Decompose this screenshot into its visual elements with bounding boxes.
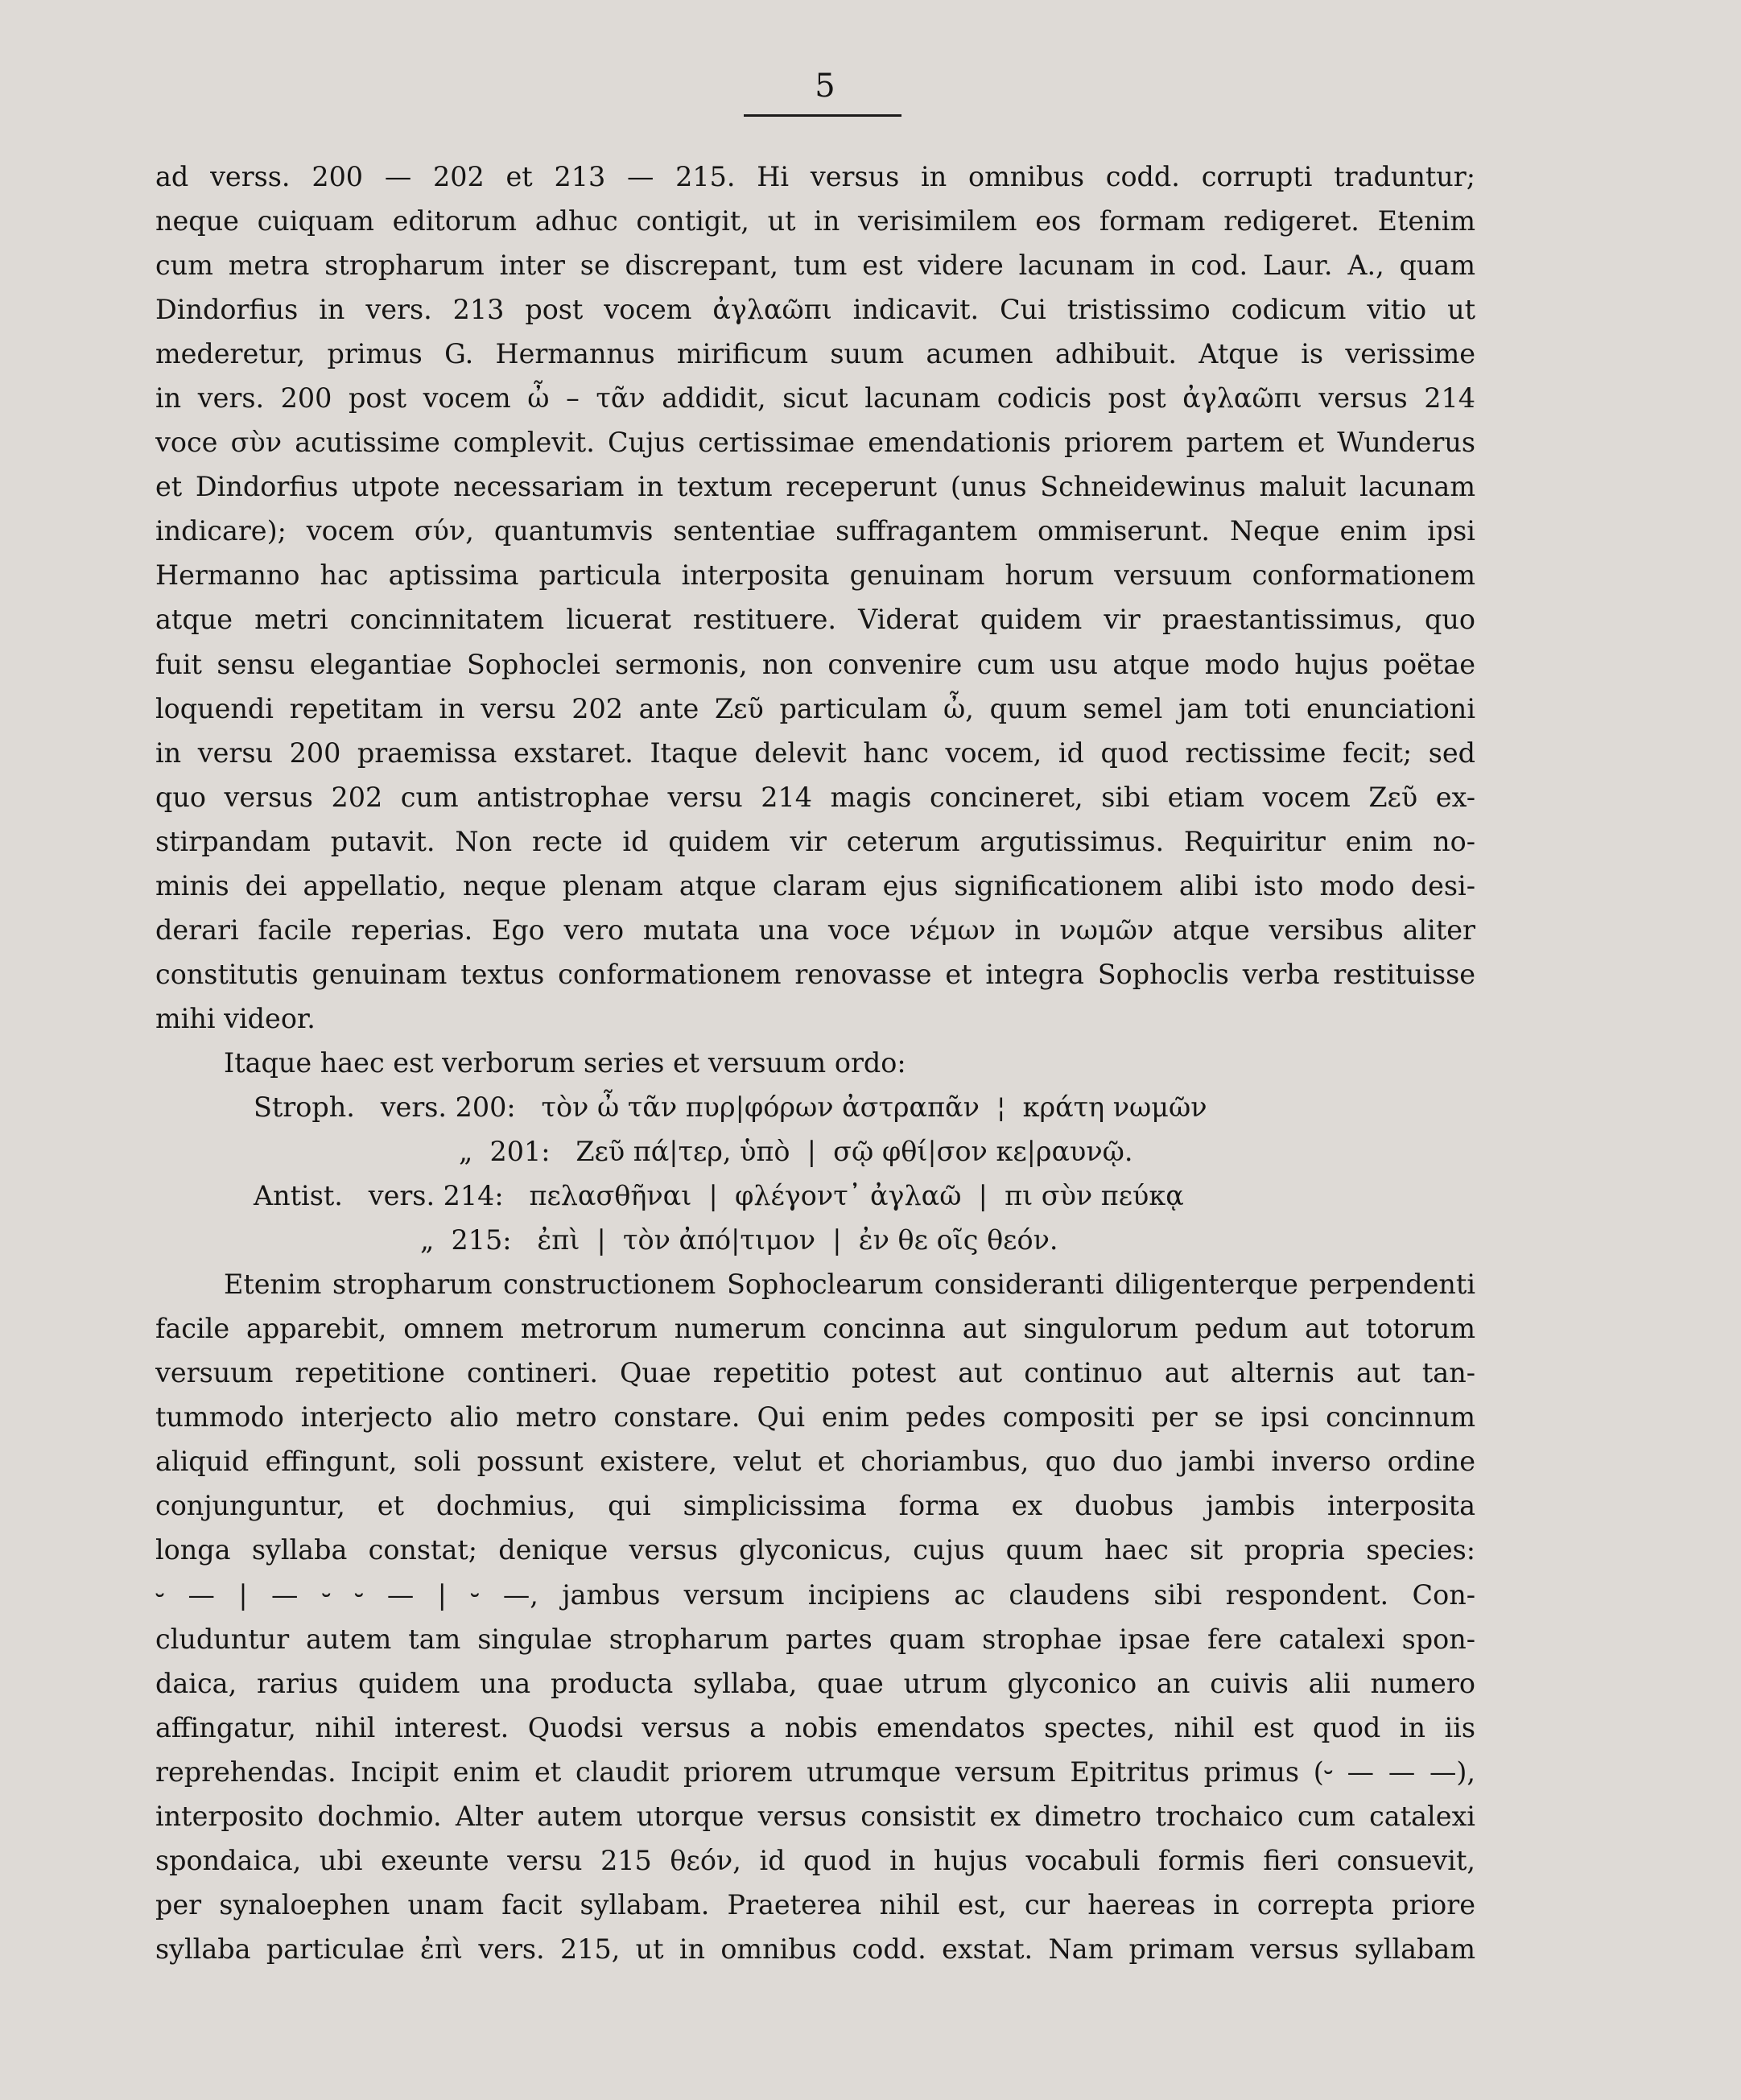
verse-line: Stroph. vers. 200: τὸν ὦ τᾶν πυρ|φόρων ἀστραπᾶν ¦ κράτη νωμῶν: [254, 1091, 1207, 1123]
text-line: loquendi repetitam in versu 202 ante Ζεῦ particulam ὦ, quum semel jam toti enunciationi: [155, 692, 1475, 724]
verse-line: Antist. vers. 214: πελασθῆναι | φλέγοντ᾽ ἀγλαῶ | πι σὺν πεύκᾳ: [254, 1180, 1184, 1212]
page-number: 5: [815, 68, 835, 105]
text-line: atque metri concinnitatem licuerat restituere. Viderat quidem vir praestantissimus, quo: [155, 604, 1475, 636]
text-line: voce σὺν acutissime complevit. Cujus certissimae emendationis priorem partem et Wunderus: [155, 427, 1475, 459]
text-line: ⏑ — | — ⏑ ⏑ — | ⏑ —, jambus versum incipiens ac claudens sibi respondent. Con-: [155, 1578, 1475, 1611]
text-line: versuum repetitione contineri. Quae repetitio potest aut continuo aut alternis aut tan-: [155, 1357, 1475, 1389]
text-line: cum metra stropharum inter se discrepant, tum est videre lacunam in cod. Laur. A., quam: [155, 250, 1475, 282]
text-line: interposito dochmio. Alter autem utorque versus consistit ex dimetro trochaico cum catalexi: [155, 1800, 1475, 1832]
verse-line: „ 201: Ζεῦ πά|τερ, ὑπὸ | σῷ φθί|σον κε|ραυνῷ.: [459, 1136, 1133, 1168]
text-line: Etenim stropharum constructionem Sophoclearum consideranti diligenterque perpendenti: [224, 1269, 1475, 1301]
text-line: et Dindorfius utpote necessariam in textum receperunt (unus Schneidewinus maluit lacunam: [155, 471, 1475, 503]
text-line: constitutis genuinam textus conformationem renovasse et integra Sophoclis verba restituisse: [155, 958, 1475, 990]
text-line: facile apparebit, omnem metrorum numerum concinna aut singulorum pedum aut totorum: [155, 1313, 1475, 1345]
text-line: Itaque haec est verborum series et versuum ordo:: [224, 1046, 906, 1079]
page-number-rule: [744, 114, 901, 117]
text-line: quo versus 202 cum antistrophae versu 214 magis concineret, sibi etiam vocem Ζεῦ ex-: [155, 781, 1475, 813]
text-line: tummodo interjecto alio metro constare. Qui enim pedes compositi per se ipsi concinnum: [155, 1401, 1475, 1434]
text-line: syllaba particulae ἐπὶ vers. 215, ut in omnibus codd. exstat. Nam primam versus syllabam: [155, 1933, 1475, 1965]
text-line: longa syllaba constat; denique versus glyconicus, cujus quum haec sit propria species:: [155, 1534, 1475, 1566]
text-line: Hermanno hac aptissima particula interposita genuinam horum versuum conformationem: [155, 559, 1475, 592]
text-line: in versu 200 praemissa exstaret. Itaque delevit hanc vocem, id quod rectissime fecit; sed: [155, 736, 1475, 769]
text-line: aliquid effingunt, soli possunt existere, velut et choriambus, quo duo jambi inverso ordine: [155, 1446, 1475, 1478]
body-text: [155, 155, 1475, 1971]
text-line: stirpandam putavit. Non recte id quidem vir ceterum argutissimus. Requiritur enim no-: [155, 825, 1475, 857]
text-line: daica, rarius quidem una producta syllaba, quae utrum glyconico an cuivis alii numero: [155, 1667, 1475, 1699]
text-line: spondaica, ubi exeunte versu 215 θεόν, id quod in hujus vocabuli formis fieri consuevit,: [155, 1844, 1475, 1876]
text-line: Dindorfius in vers. 213 post vocem ἀγλαῶπι indicavit. Cui tristissimo codicum vitio ut: [155, 294, 1475, 326]
text-line: minis dei appellatio, neque plenam atque claram ejus significationem alibi isto modo desi-: [155, 869, 1475, 901]
text-line: derari facile reperias. Ego vero mutata una voce νέμων in νωμῶν atque versibus aliter: [155, 914, 1475, 946]
text-line: mihi videor.: [155, 1002, 316, 1034]
text-line: affingatur, nihil interest. Quodsi versus a nobis emendatos spectes, nihil est quod in iis: [155, 1711, 1475, 1743]
verse-line: „ 215: ἐπὶ | τὸν ἀπό|τιμον | ἐν θε οῖς θεόν.: [420, 1224, 1058, 1256]
text-line: ad verss. 200 — 202 et 213 — 215. Hi versus in omnibus codd. corrupti traduntur;: [155, 161, 1475, 192]
text-line: reprehendas. Incipit enim et claudit priorem utrumque versum Epitritus primus (⏑ — — —),: [155, 1756, 1475, 1788]
text-line: per synaloephen unam facit syllabam. Praeterea nihil est, cur haereas in correpta priore: [155, 1888, 1475, 1921]
text-line: cluduntur autem tam singulae stropharum partes quam strophae ipsae fere catalexi spon-: [155, 1623, 1475, 1655]
text-line: mederetur, primus G. Hermannus mirificum suum acumen adhibuit. Atque is verissime: [155, 338, 1475, 370]
text-line: neque cuiquam editorum adhuc contigit, ut in verisimilem eos formam redigeret. Etenim: [155, 205, 1475, 237]
text-line: fuit sensu elegantiae Sophoclei sermonis, non convenire cum usu atque modo hujus poëtae: [155, 648, 1475, 680]
text-line: indicare); vocem σύν, quantumvis sententiae suffragantem ommiserunt. Neque enim ipsi: [155, 515, 1475, 547]
text-line: conjunguntur, et dochmius, qui simplicissima forma ex duobus jambis interposita: [155, 1490, 1475, 1522]
text-line: in vers. 200 post vocem ὦ – τᾶν addidit, sicut lacunam codicis post ἀγλαῶπι versus 214: [155, 382, 1475, 415]
